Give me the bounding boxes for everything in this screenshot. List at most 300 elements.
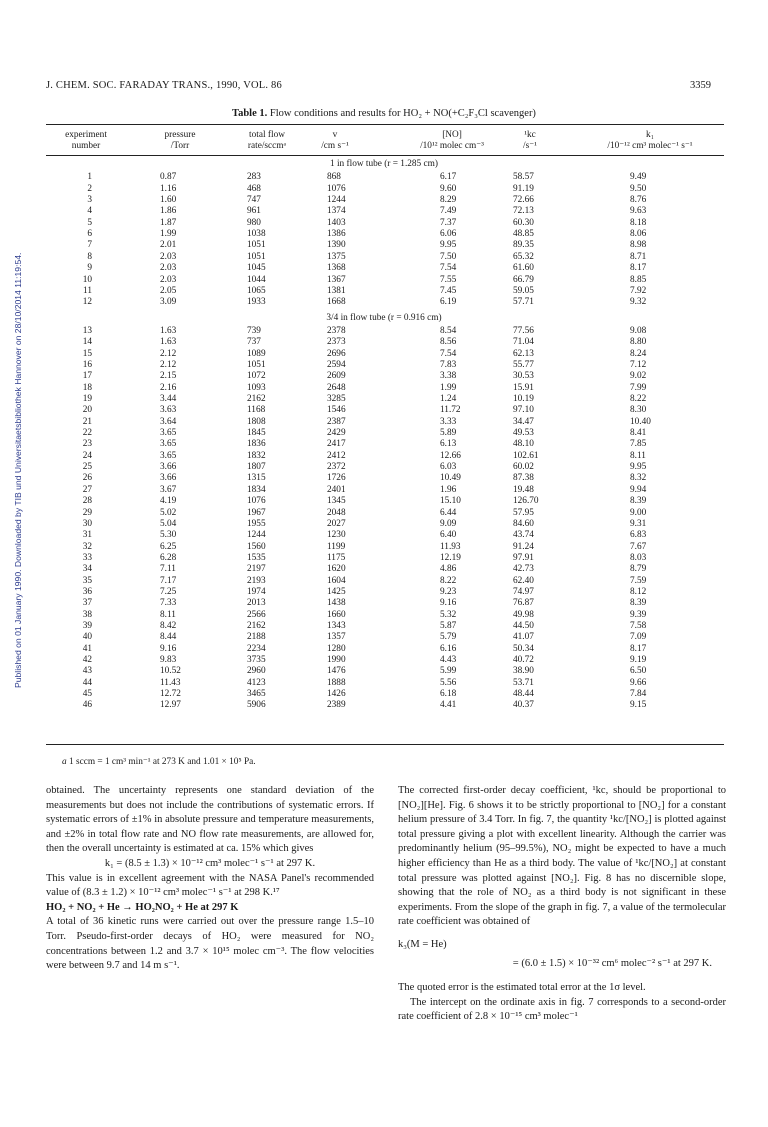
column-header-unit: number: [71, 140, 101, 151]
table-cell: 12: [82, 297, 92, 308]
table-cell: 8.22: [630, 394, 647, 404]
column-header-line: total flow: [249, 130, 285, 140]
table-cell: 5.02: [160, 507, 177, 518]
table-cell: 53.71: [513, 677, 534, 688]
table-cell: 77.56: [513, 325, 534, 336]
table-cell: 2387: [327, 416, 346, 427]
table-cell: 3285: [327, 394, 346, 404]
table-cell: 9.63: [630, 206, 647, 217]
table-cell: 2048: [327, 507, 346, 518]
table-cell: 9.32: [630, 297, 647, 308]
table-cell: 1476: [327, 666, 346, 677]
table-cell: 49.53: [513, 428, 534, 439]
table-cell: 8.39: [630, 598, 647, 609]
table-cell: 4.41: [440, 700, 457, 711]
table-cell: 8.29: [440, 195, 457, 206]
table-cell: 40.37: [513, 700, 534, 711]
table-cell: 25: [82, 462, 92, 473]
equation-k3: = (6.0 ± 1.5) × 10⁻³² cm⁶ molec⁻² s⁻¹ at 297 K.: [512, 957, 712, 969]
table-cell: 7.99: [630, 382, 647, 393]
table-cell: 1888: [327, 677, 346, 688]
table-cell: 2960: [247, 666, 266, 677]
download-notice[interactable]: Published on 01 January 1990. Downloaded by TIB und Universitaetsbibliothek Hannover on 28/10/2014 11:19:54.: [13, 252, 23, 688]
table-cell: 3.67: [160, 484, 177, 495]
table-cell: 2566: [247, 609, 266, 620]
table-cell: 7.12: [630, 359, 647, 370]
table-cell: 1.99: [440, 382, 457, 393]
table-cell: 48.44: [513, 689, 534, 700]
table-cell: 17: [82, 371, 92, 382]
table-cell: 14: [82, 337, 92, 348]
table-cell: 1244: [327, 195, 346, 206]
table-cell: 1072: [247, 371, 266, 382]
table-top-rule: [46, 124, 724, 125]
table-cell: 48.85: [513, 229, 534, 240]
table-cell: 1668: [327, 297, 346, 308]
table-cell: 1065: [247, 285, 266, 296]
table-cell: 7.11: [160, 564, 176, 575]
table-cell: 38.90: [513, 666, 534, 677]
table-cell: 1076: [247, 496, 266, 507]
table-cell: 1974: [247, 586, 266, 597]
table-cell: 2027: [327, 518, 346, 529]
table-cell: 8.30: [630, 405, 647, 416]
table-cell: 7.58: [630, 621, 647, 631]
table-cell: 3: [87, 195, 92, 206]
table-cell: 1089: [247, 348, 266, 359]
table-cell: 4.86: [440, 564, 457, 575]
table-cell: 1051: [247, 359, 266, 370]
table-cell: 2162: [247, 621, 266, 631]
table-cell: 6.83: [630, 530, 647, 541]
table-cell: 9.00: [630, 507, 647, 518]
table-cell: 6.40: [440, 530, 457, 541]
table-cell: 1535: [247, 552, 266, 563]
column-header-unit: /10⁻¹² cm³ molec⁻¹ s⁻¹: [607, 140, 693, 151]
table-cell: 1808: [247, 416, 266, 427]
table-cell: 46: [82, 700, 92, 711]
table-cell: 2.03: [160, 263, 177, 274]
table-cell: 7.55: [440, 274, 457, 285]
table-cell: 1836: [247, 439, 266, 450]
table-cell: 34: [82, 564, 92, 575]
column-header-unit: /s⁻¹: [523, 140, 537, 151]
table-cell: 1367: [327, 274, 346, 285]
table-cell: 8.12: [630, 586, 647, 597]
table-cell: 9.66: [630, 677, 647, 688]
table-cell: 8.03: [630, 552, 647, 563]
table-cell: 1967: [247, 507, 266, 518]
table-cell: 2372: [327, 462, 346, 473]
table-cell: 739: [247, 325, 261, 336]
table-cell: 1390: [327, 240, 346, 251]
table-cell: 28: [82, 496, 92, 507]
table-cell: 30: [82, 518, 92, 529]
table-cell: 1425: [327, 586, 346, 597]
table-cell: 7.33: [160, 598, 177, 609]
equation-k3-label: k₃(M = He): [398, 938, 447, 950]
table-cell: 1660: [327, 609, 346, 620]
table-cell: 23: [82, 439, 92, 450]
table-title: [0, 108, 768, 119]
table-cell: 11.72: [440, 405, 461, 416]
table-cell: 1038: [247, 229, 266, 240]
table-cell: 1560: [247, 541, 266, 552]
table-cell: 8.22: [440, 575, 457, 586]
table-cell: 8.56: [440, 337, 457, 348]
table-cell: 41.07: [513, 632, 534, 643]
table-cell: 19.48: [513, 484, 534, 495]
table-cell: 1381: [327, 285, 346, 296]
column-header-line: experiment: [65, 130, 107, 140]
table-cell: 66.79: [513, 274, 534, 285]
table-cell: 22: [82, 428, 92, 439]
table-cell: 10.19: [513, 394, 534, 404]
column-header-unit: /10¹² molec cm⁻³: [420, 140, 484, 151]
column-header: [46, 130, 126, 151]
table-cell: 10: [82, 274, 92, 285]
column-header-unit: rate/sccmᵃ: [247, 140, 287, 151]
table-footnote: [62, 756, 256, 767]
table-cell: 60.30: [513, 217, 534, 228]
table-cell: 7.25: [160, 586, 177, 597]
table-cell: 45: [82, 689, 92, 700]
table-cell: 9.60: [440, 183, 457, 194]
table-cell: 1546: [327, 405, 346, 416]
table-cell: 1230: [327, 530, 346, 541]
table-cell: 8.42: [160, 621, 177, 631]
table-cell: 43: [82, 666, 92, 677]
table-cell: 2594: [327, 359, 346, 370]
table-cell: 6.25: [160, 541, 177, 552]
table-cell: 2193: [247, 575, 266, 586]
table-cell: 9: [87, 263, 92, 274]
table-cell: 6.50: [630, 666, 647, 677]
table-cell: 1199: [327, 541, 346, 552]
table-cell: 7.37: [440, 217, 457, 228]
table-cell: 12.66: [440, 450, 461, 461]
table-cell: 102.61: [513, 450, 539, 461]
table-cell: 32: [82, 541, 92, 552]
table-cell: 6.19: [440, 297, 457, 308]
table-cell: 1.60: [160, 195, 177, 206]
column-header-line: [NO]: [442, 130, 462, 140]
column-header: [500, 130, 560, 151]
table-cell: 61.60: [513, 263, 534, 274]
table-cell: 65.32: [513, 251, 534, 262]
table-cell: 16: [82, 359, 92, 370]
table-cell: 3.38: [440, 371, 457, 382]
table-cell: 1.87: [160, 217, 177, 228]
table-cell: 5.56: [440, 677, 457, 688]
table-cell: 9.08: [630, 325, 647, 336]
table-cell: 868: [327, 172, 341, 183]
table-cell: 1345: [327, 496, 346, 507]
table-cell: 42.73: [513, 564, 534, 575]
table-cell: 5.87: [440, 621, 457, 631]
table-cell: 1280: [327, 643, 346, 654]
column-header: [392, 130, 512, 151]
table-cell: 91.19: [513, 183, 534, 194]
table-cell: 9.02: [630, 371, 647, 382]
table-cell: 2609: [327, 371, 346, 382]
table-cell: 8.17: [630, 263, 647, 274]
table-cell: 8.79: [630, 564, 647, 575]
table-cell: 3.33: [440, 416, 457, 427]
table-cell: 1051: [247, 251, 266, 262]
table-cell: 2188: [247, 632, 266, 643]
table-label: Table 1.: [232, 108, 268, 119]
table-cell: 2.03: [160, 274, 177, 285]
table-cell: 8.41: [630, 428, 647, 439]
table-cell: 87.38: [513, 473, 534, 484]
table-cell: 1: [87, 172, 92, 183]
table-cell: 468: [247, 183, 261, 194]
table-cell: 2378: [327, 325, 346, 336]
table-cell: 49.98: [513, 609, 534, 620]
table-cell: 60.02: [513, 462, 534, 473]
table-cell: 5.79: [440, 632, 457, 643]
table-cell: 3.65: [160, 428, 177, 439]
table-cell: 7.59: [630, 575, 647, 586]
table-cell: 37: [82, 598, 92, 609]
table-cell: 29: [82, 507, 92, 518]
table-header-rule: [46, 155, 724, 156]
table-cell: 58.57: [513, 172, 534, 183]
table-cell: 43.74: [513, 530, 534, 541]
table-cell: 4: [87, 206, 92, 217]
table-cell: 39: [82, 621, 92, 631]
table-cell: 3.65: [160, 439, 177, 450]
table-cell: 2162: [247, 394, 266, 404]
table-cell: 26: [82, 473, 92, 484]
table-cell: 1076: [327, 183, 346, 194]
table-cell: 8.32: [630, 473, 647, 484]
table-cell: 10.40: [630, 416, 651, 427]
table-cell: 6.28: [160, 552, 177, 563]
table-cell: 1045: [247, 263, 266, 274]
table-cell: 737: [247, 337, 261, 348]
table-cell: 1386: [327, 229, 346, 240]
table-cell: 8.18: [630, 217, 647, 228]
table-cell: 9.50: [630, 183, 647, 194]
table-cell: 2.12: [160, 359, 177, 370]
table-cell: 1845: [247, 428, 266, 439]
table-cell: 4.19: [160, 496, 177, 507]
table-cell: 9.49: [630, 172, 647, 183]
table-cell: 1357: [327, 632, 346, 643]
table-cell: 97.91: [513, 552, 534, 563]
table-cell: 1438: [327, 598, 346, 609]
column-header: [300, 130, 370, 151]
table-caption: Flow conditions and results for HO₂ + NO(+C₂F₃Cl scavenger): [269, 108, 536, 119]
table-cell: 2197: [247, 564, 266, 575]
table-cell: 62.40: [513, 575, 534, 586]
table-cell: 8: [87, 251, 92, 262]
table-cell: 9.16: [440, 598, 457, 609]
table-cell: 62.13: [513, 348, 534, 359]
table-cell: 9.23: [440, 586, 457, 597]
table-cell: 2373: [327, 337, 346, 348]
column-header-line: pressure: [164, 130, 196, 140]
journal-header: J. CHEM. SOC. FARADAY TRANS., 1990, VOL. 86: [46, 80, 282, 91]
right-paragraph-2: The quoted error is the estimated total error at the 1σ level.: [398, 982, 646, 994]
left-paragraph-2: This value is in excellent agreement with the NASA Panel's recommended value of (8.3 ± 1.2) × 10⁻¹² cm³ molec⁻¹ s⁻¹ at 298 K.¹⁷: [46, 872, 374, 899]
table-cell: 1.16: [160, 183, 177, 194]
table-cell: 3.66: [160, 473, 177, 484]
table-cell: 8.76: [630, 195, 647, 206]
table-cell: 6.06: [440, 229, 457, 240]
table-cell: 3.66: [160, 462, 177, 473]
table-cell: 1175: [327, 552, 346, 563]
table-cell: 1933: [247, 297, 266, 308]
table-cell: 1093: [247, 382, 266, 393]
table-cell: 6.03: [440, 462, 457, 473]
table-cell: 10.52: [160, 666, 181, 677]
table-cell: 1.99: [160, 229, 177, 240]
table-cell: 6: [87, 229, 92, 240]
table-cell: 20: [82, 405, 92, 416]
table-cell: 1403: [327, 217, 346, 228]
table-cell: 2234: [247, 643, 266, 654]
table-cell: 9.83: [160, 655, 177, 666]
table-cell: 961: [247, 206, 261, 217]
column-header: [580, 130, 720, 151]
table-cell: 44: [82, 677, 92, 688]
page-number: 3359: [690, 80, 711, 91]
table-cell: 7.45: [440, 285, 457, 296]
table-cell: 2.12: [160, 348, 177, 359]
table-cell: 8.54: [440, 325, 457, 336]
table-cell: 72.13: [513, 206, 534, 217]
column-header-unit: /cm s⁻¹: [321, 140, 349, 151]
table-cell: 11: [83, 285, 92, 296]
table-cell: 1832: [247, 450, 266, 461]
table-cell: 6.16: [440, 643, 457, 654]
table-cell: 30.53: [513, 371, 534, 382]
table-cell: 1955: [247, 518, 266, 529]
table-cell: 7.54: [440, 263, 457, 274]
table-cell: 13: [82, 325, 92, 336]
table-cell: 9.95: [630, 462, 647, 473]
table-cell: 35: [82, 575, 92, 586]
table-section-label: 1 in flow tube (r = 1.285 cm): [329, 159, 438, 169]
table-cell: 1.96: [440, 484, 457, 495]
table-cell: 1044: [247, 274, 266, 285]
table-cell: 11.43: [160, 677, 181, 688]
table-cell: 8.71: [630, 251, 647, 262]
table-cell: 8.11: [160, 609, 176, 620]
table-cell: 2.03: [160, 251, 177, 262]
table-cell: 7.49: [440, 206, 457, 217]
table-cell: 18: [82, 382, 92, 393]
table-cell: 1168: [247, 405, 266, 416]
table-cell: 57.95: [513, 507, 534, 518]
table-cell: 1368: [327, 263, 346, 274]
table-cell: 10.49: [440, 473, 461, 484]
table-cell: 2696: [327, 348, 346, 359]
table-cell: 2.16: [160, 382, 177, 393]
table-cell: 1620: [327, 564, 346, 575]
table-cell: 3465: [247, 689, 266, 700]
right-paragraph-3: The intercept on the ordinate axis in fig. 7 corresponds to a second-order rate coefficient of 2.8 × 10⁻¹⁵ cm³ molec⁻¹: [398, 996, 726, 1023]
table-cell: 3.65: [160, 450, 177, 461]
table-cell: 1375: [327, 251, 346, 262]
table-cell: 2648: [327, 382, 346, 393]
table-cell: 5.32: [440, 609, 457, 620]
table-cell: 2.15: [160, 371, 177, 382]
table-cell: 3735: [247, 655, 266, 666]
table-cell: 55.77: [513, 359, 534, 370]
table-cell: 2.01: [160, 240, 177, 251]
table-cell: 7.54: [440, 348, 457, 359]
table-cell: 1.63: [160, 337, 177, 348]
table-cell: 5.99: [440, 666, 457, 677]
table-cell: 5.30: [160, 530, 177, 541]
table-cell: 1374: [327, 206, 346, 217]
table-cell: 15.91: [513, 382, 534, 393]
table-cell: 8.24: [630, 348, 647, 359]
table-cell: 8.85: [630, 274, 647, 285]
table-cell: 2401: [327, 484, 346, 495]
table-cell: 1.63: [160, 325, 177, 336]
table-cell: 7.84: [630, 689, 647, 700]
right-column: [398, 784, 726, 1025]
table-cell: 1834: [247, 484, 266, 495]
table-cell: 7.85: [630, 439, 647, 450]
table-bottom-rule: [46, 744, 724, 745]
left-paragraph-1: obtained. The uncertainty represents one standard deviation of the measurements but does not include the contributions of systematic errors. If systematic errors of ±1% in absolute pressure and temperature measurements, and ±2% in total flow rate and NO flow rate measurements, are allowed for, then the overall uncertainty is estimated at ca. 15% which gives: [46, 785, 374, 855]
table-cell: 9.39: [630, 609, 647, 620]
table-cell: 9.15: [630, 700, 647, 711]
table-cell: 44.50: [513, 621, 534, 631]
table-cell: 2389: [327, 700, 346, 711]
table-cell: 12.97: [160, 700, 181, 711]
table-cell: 84.60: [513, 518, 534, 529]
table-cell: 15.10: [440, 496, 461, 507]
section-heading: HO₂ + NO₂ + He → HO₂NO₂ + He at 297 K: [46, 901, 239, 913]
table-cell: 42: [82, 655, 92, 666]
table-cell: 3.44: [160, 394, 177, 404]
table-cell: 7.67: [630, 541, 647, 552]
table-cell: 8.17: [630, 643, 647, 654]
table-cell: 2013: [247, 598, 266, 609]
table-cell: 72.66: [513, 195, 534, 206]
table-cell: 0.87: [160, 172, 177, 183]
table-cell: 1604: [327, 575, 346, 586]
table-cell: 50.34: [513, 643, 534, 654]
table-cell: 41: [82, 643, 92, 654]
table-cell: 71.04: [513, 337, 534, 348]
table-cell: 1.86: [160, 206, 177, 217]
table-cell: 7.17: [160, 575, 177, 586]
column-header-line: ¹kc: [524, 130, 536, 140]
table-cell: 7.09: [630, 632, 647, 643]
table-cell: 9.19: [630, 655, 647, 666]
table-cell: 24: [82, 450, 92, 461]
table-cell: 9.95: [440, 240, 457, 251]
table-cell: 1726: [327, 473, 346, 484]
table-cell: 5.89: [440, 428, 457, 439]
table-cell: 1244: [247, 530, 266, 541]
table-cell: 6.18: [440, 689, 457, 700]
table-cell: 7.50: [440, 251, 457, 262]
table-cell: 9.31: [630, 518, 647, 529]
right-paragraph-1: The corrected first-order decay coefficient, ¹kc, should be proportional to [NO₂][He]. Fig. 6 shows it to be strictly proportional to [NO₂] for a constant helium pressure of 3.4 Torr. In fig. 7, the quantity ¹kc/[NO₂] is plotted against total pressure giving a plot with excellent linearity. Although the carrier was predominantly helium (95–99.5%), NO₂ might be expected to have a much higher efficiency than He as a third body. The value of ¹kc/[NO₂] at constant total pressure was plotted against [NO₂]. Fig. 8 has no discernible slope, showing that the role of NO₂ as a third body is not significant in these experiments. From the slope of the graph in fig. 7, a value of the termolecular rate coefficient was obtained of: [398, 785, 726, 928]
table-cell: 48.10: [513, 439, 534, 450]
table-cell: 3.63: [160, 405, 177, 416]
left-paragraph-3: A total of 36 kinetic runs were carried out over the pressure range 1.5–10 Torr. Pseudo-first-order decays of HO₂ were measured for NO₂ concentrations between 1.2 and 3.7 × 10¹⁵ molec cm⁻³. The flow velocities were between 9.7 and 14 m s⁻¹.: [46, 916, 374, 972]
